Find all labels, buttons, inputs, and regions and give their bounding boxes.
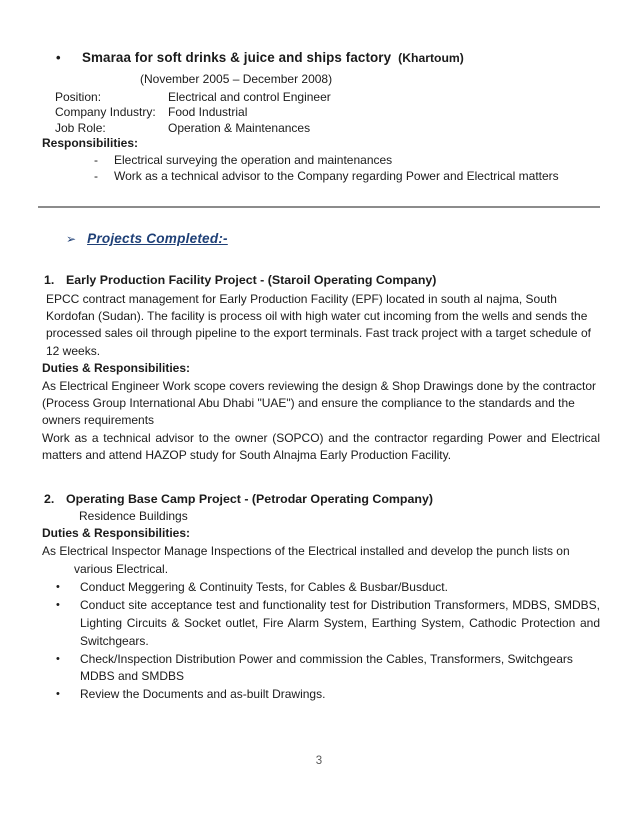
field-label: Position: (55, 90, 102, 104)
bullet-text: Check/Inspection Distribution Power and commission the Cables, Transformers, Switchgears MDBS and SMDBS (80, 651, 573, 684)
field-label: Job Role: (55, 120, 106, 135)
field-company-industry (55, 105, 600, 120)
responsibility-text: Electrical surveying the operation and maintenances (114, 152, 393, 167)
employment-period: (November 2005 – December 2008) (140, 72, 333, 86)
field-position (55, 90, 600, 105)
round-bullet-icon: • (56, 688, 60, 701)
projects-completed-title: Projects Completed:- (87, 230, 228, 246)
project-2-subtitle: Residence Buildings (79, 508, 188, 523)
page-content (42, 50, 600, 704)
duties-heading: Duties & Responsibilities: (42, 361, 191, 376)
list-item (42, 579, 600, 597)
project-2-heading (42, 491, 600, 508)
list-item (42, 651, 600, 686)
duties-heading: Duties & Responsibilities: (42, 525, 191, 540)
list-item (42, 152, 600, 168)
project-1-duties-paragraph-1: As Electrical Engineer Work scope covers reviewing the design & Shop Drawings done by the contractor (Process Group International Abu Dhabi "UAE") and ensure the compliance to the standards and the owners requirements (42, 378, 597, 428)
bullet-text: Review the Documents and as-built Drawings. (80, 687, 326, 702)
arrowhead-bullet-icon: ➢ (66, 231, 77, 246)
bullet-text: Conduct site acceptance test and functionality test for Distribution Transformers, MDBS, SMDBS, Lighting Circuits & Socket outlet, Fire Alarm System, Earthing System, Cathodic Protection and Switchgears. (80, 598, 600, 648)
field-value: Operation & Maintenances (168, 120, 311, 135)
responsibilities-heading: Responsibilities: (42, 136, 139, 151)
project-2-bullet-list (42, 579, 600, 704)
page-number: 3 (315, 755, 323, 767)
bullet-text: Conduct Meggering & Continuity Tests, for Cables & Busbar/Busduct. (80, 580, 448, 595)
responsibility-text: Work as a technical advisor to the Company regarding Power and Electrical matters (114, 169, 559, 184)
project-title: Early Production Facility Project - (Staroil Operating Company) (66, 272, 437, 287)
projects-completed-heading (66, 231, 600, 246)
section-divider (38, 206, 600, 208)
project-title: Operating Base Camp Project - (Petrodar Operating Company) (66, 491, 433, 506)
project-2-intro: As Electrical Inspector Manage Inspections of the Electrical installed and develop the punch lists on various Electrical. (42, 544, 570, 576)
employment-entry (42, 50, 600, 185)
employment-fields (55, 90, 600, 136)
project-number: 2. (44, 491, 55, 506)
round-bullet-icon: • (56, 581, 60, 594)
dash-bullet-icon: - (94, 152, 98, 167)
dash-bullet-icon: - (94, 169, 98, 184)
project-2 (42, 491, 600, 704)
field-job-role (55, 121, 600, 136)
responsibilities-list (42, 152, 600, 185)
field-label: Company Industry: (55, 105, 156, 120)
round-bullet-icon: • (56, 599, 60, 612)
project-number: 1. (44, 272, 55, 287)
company-location: (Khartoum) (398, 51, 464, 65)
project-1-description: EPCC contract management for Early Production Facility (EPF) located in south al najma, South Kordofan (Sudan). The facility is process oil with high water cut incoming from the wells and sends the processed sales oil through pipeline to the export terminals. Fast track project with a target schedule of 12 weeks. (46, 291, 591, 358)
project-1-heading (42, 272, 600, 289)
list-item (42, 597, 600, 650)
project-1 (42, 272, 600, 465)
round-bullet-icon: • (56, 652, 60, 665)
list-item (42, 686, 600, 704)
company-name: Smaraa for soft drinks & juice and ships factory (82, 50, 392, 65)
employment-title-row (56, 50, 600, 65)
list-item (42, 168, 600, 184)
field-value: Food Industrial (168, 105, 248, 120)
project-1-duties-paragraph-2: Work as a technical advisor to the owner (SOPCO) and the contractor regarding Power and Electrical matters and attend HAZOP study for South Alnajma Early Production Facility. (42, 430, 600, 463)
field-value: Electrical and control Engineer (168, 90, 331, 104)
list-bullet-icon: • (56, 50, 61, 65)
